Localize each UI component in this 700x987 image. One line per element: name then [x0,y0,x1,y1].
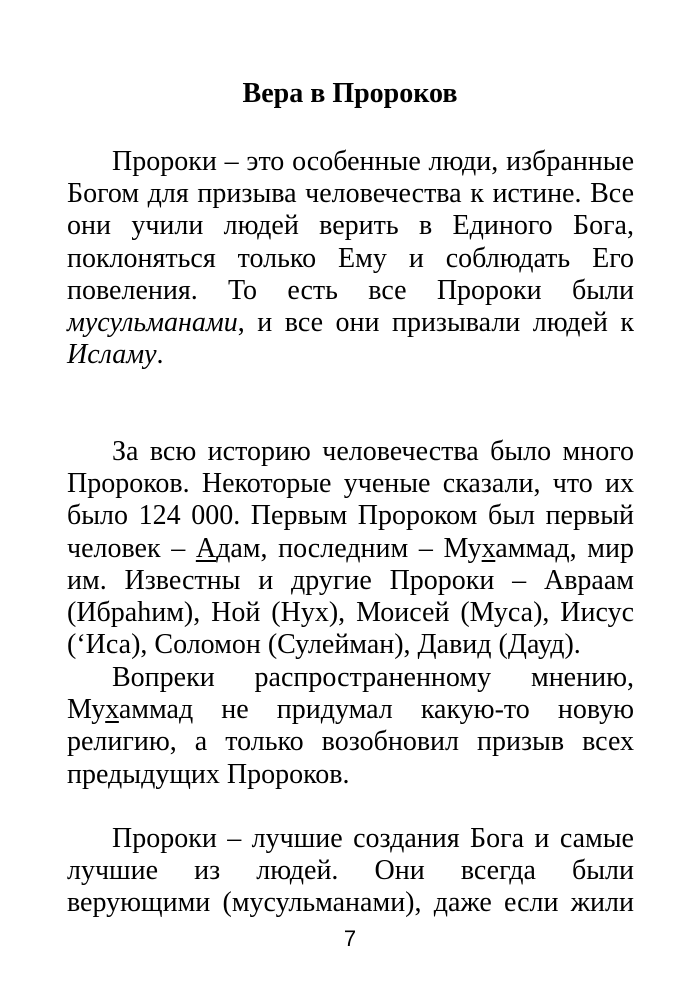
text-line: повеления. То есть все Пророки были [67,274,634,306]
text-line: (‘Иса), Соломон (Сулейман), Давид (Дауд). [67,629,581,661]
text-line: им. Известны и другие Пророки – Авраам [67,564,634,596]
text-line: мусульманами, и все они призывали людей к [67,306,634,338]
page-number: 7 [343,926,357,951]
underlined-letter: А [195,532,217,564]
text-line: Пророков. Некоторые ученые сказали, что их [67,468,634,500]
page-title: Вера в Пророков [242,78,458,109]
text-line: лучшие из людей. Они всегда были [67,855,634,887]
text-line: Исламу. [67,339,164,371]
text-line: За всю историю человечества было много [112,436,634,467]
paragraph-3 [67,662,634,791]
text-line: Мухаммад не придумал какую-то новую [67,694,634,726]
text-line: поклоняться только Ему и соблюдать Его [67,242,634,274]
text-line: религию, а только возобновил призыв всех [67,726,634,758]
italic-term: Исламу [67,339,157,371]
paragraph-2 [67,436,634,661]
text-line: они учили людей верить в Единого Бога, [67,210,634,242]
text-line: Вопреки распространенному мнению, [112,662,634,693]
text-line: человек – Адам, последним – Мухаммад, мир [67,532,634,564]
text-line: Пророки – лучшие создания Бога и самые [112,823,634,854]
italic-term: мусульманами [67,306,238,338]
text-line: предыдущих Пророков. [67,758,350,790]
text-line: Богом для призыва человечества к истине. Все [67,178,634,210]
text-line: (Ибраһим), Ной (Нух), Моисей (Муса), Иисус [67,596,634,628]
text-line: было 124 000. Первым Пророком был первый [67,500,634,532]
paragraph-1 [67,146,634,371]
text-line: верующими (мусульманами), даже если жили [67,887,634,919]
underlined-letter: х [481,532,496,564]
text-line: Пророки – это особенные люди, избранные [112,146,634,177]
paragraph-4 [67,823,634,920]
underlined-letter: х [105,694,119,726]
